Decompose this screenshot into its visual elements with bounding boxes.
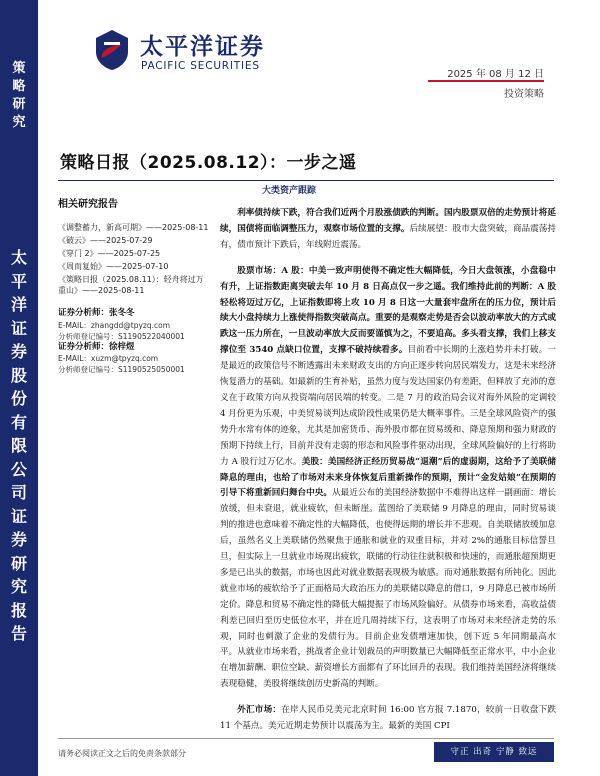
sidebar-char: 份 (10, 389, 27, 408)
analyst-cert: 分析师登记编号：S1190522040001 (58, 331, 185, 341)
sidebar-char: 券 (10, 530, 27, 549)
analyst-block (58, 308, 210, 375)
sidebar-char: 究 (10, 577, 27, 596)
footer-divider (58, 738, 554, 739)
sidebar-char: 洋 (10, 295, 27, 314)
title-divider (58, 180, 554, 181)
analyst-name: 徐梓煜 (109, 341, 135, 352)
report-body (220, 206, 556, 735)
sidebar-char: 研 (12, 97, 26, 112)
us-bold: 美股：美国经济正经历贸易战“退潮”后的虚弱期，这给予了美联储降息的理由，也给了市场对未来身体恢复后重新操作的预期，预计“金发姑娘”在预期的引导下将重新回归舞台中央。 (220, 456, 556, 499)
sidebar-band (0, 0, 38, 776)
analyst-label: 证券分析师： (58, 341, 110, 352)
analyst-cert: 分析师登记编号：S1190525050001 (58, 365, 185, 374)
sidebar-char: 公 (10, 459, 27, 479)
sidebar-char: 证 (10, 318, 27, 338)
equity-bold: A 股：中美一致声明使得不确定性大幅降低，今日大盘领涨，小盘稳中有升，上证指数距离突破去年 10 月 8 日高点仅一步之遥。我们维持此前的判断：A 股轻松将迈过万亿，上证指数即将上攻 10 月 8 日这一大量套牢盘所在的压力位，预计后续大小盘持续力上涨使得指数突破高点。重要的是观察走势是否会以波动率放大的方式或跌这一压力所在，一旦波动率放大反而要谨慎为之，不要追高。多头看支撑，我们上移支撑位至 3540 点缺口位置，支撑不破持续看多。 (220, 265, 556, 356)
sidebar-company-text (0, 246, 38, 646)
fx-label: 外汇市场： (237, 705, 282, 716)
related-report-item[interactable]: 《调整蓄力，新高可期》——2025-08-11 (58, 223, 209, 232)
analyst-email[interactable]: E-MAIL：xuzm@tpyzq.com (58, 354, 159, 363)
footer-disclaimer: 请务必阅读正文之后的免责条款部分 (58, 749, 186, 758)
brand-name-en: PACIFIC SECURITIES (141, 60, 260, 72)
equity-label: 股票市场： (237, 265, 282, 276)
sidebar-char: 报 (10, 600, 27, 620)
sidebar-char: 太 (10, 248, 27, 267)
intro-bold: 利率债持续下跌，符合我们近两个月股涨债跌的判断。国内股票双倍的走势预计将延续，国债将面临调整压力，观察市场位置的支撑。 (220, 208, 556, 234)
sidebar-char: 限 (10, 436, 27, 455)
sidebar-char: 究 (12, 115, 26, 130)
related-report-item[interactable]: 《破云》——2025-07-29 (58, 236, 153, 245)
brand-logo (92, 24, 267, 84)
fx-paragraph (220, 703, 556, 735)
sidebar-char: 有 (10, 412, 27, 432)
related-report-item[interactable]: 《穿门 2》——2025-07-25 (58, 249, 161, 258)
intro-rest: 后续展望：股市大盘突破，商品震荡持有，债市预计下跌后，年线附近震荡。 (220, 223, 556, 250)
analyst-label: 证券分析师： (58, 308, 110, 318)
equity-paragraph (220, 264, 556, 693)
intro-paragraph (220, 206, 556, 254)
sidebar-char: 司 (10, 483, 27, 502)
us-rest: 从最近公布的美国经济数据中不难得出这样一副画面：增长放缓，但未衰退，就业疲软，但未断崖。蓝图给了美联储 9 月降息的理由，同时贸易谈判的推进也意味着不确定性的大幅降低，也使得远期的增长并不悲观。自美联储放缓加息后，虽然名义上美联储仍然聚焦于通胀和就业的双重目标，并对 2%的通胀目标信誓旦旦，但实际上一旦就业市场现出疲软，联储的行动往往就积极和快速的，而通胀超预期更多是已出头的数据，市场也因此对就业数据表现极为敏感。而对通胀数据有所钝化。因此就业市场的疲软给予了正面格局大政治压力的美联储以降息的借口，9 月降息已被市场所定价。降息和贸易不确定性的降低大幅提振了市场风险偏好。从债券市场来看，高收益债利差已回归至历史低位水平，并在近几周持续下行，这表明了市场对未来经济走势的乐观，同时也刺激了企业的发债行为。目前企业发债增速加快，创下近 5 年同期最高水平。从就业市场来看，挑战者企业计划裁员的声明数量已大幅降低至正常水平，中小企业在增加薪酬、职位空缺、薪资增长方面都有了环比回升的表现。我们维持美国经济将继续表现稳健，美股将继续创历史新高的判断。 (220, 488, 556, 690)
sidebar-char: 股 (10, 365, 27, 385)
brand-logo-icon (92, 28, 132, 72)
sidebar-char: 研 (10, 553, 27, 573)
brand-name-cn: 太平洋证券 (140, 34, 265, 60)
sidebar-char: 平 (10, 271, 27, 291)
analyst-name: 张冬冬 (109, 308, 135, 318)
sidebar-category-text (0, 60, 38, 132)
sidebar-char: 告 (10, 624, 27, 643)
report-date: 2025 年 08 月 12 日 (447, 69, 544, 80)
report-category: 投资策略 (504, 89, 544, 100)
header-accent-line (428, 80, 544, 82)
analyst-email[interactable]: E-MAIL：zhangdd@tpyzq.com (58, 320, 170, 330)
related-report-item[interactable]: 《策略日报（2025.08.11）：轻舟将过万重山》——2025-08-11 (58, 275, 204, 295)
related-report-item[interactable]: 《周而复始》——2025-07-10 (58, 262, 169, 271)
sidebar-char: 证 (10, 506, 27, 526)
sidebar-char: 策 (12, 61, 26, 76)
left-column (58, 195, 210, 375)
equity-rest: 目前看中长期的上涨趋势并未打破。一是最近的政策信号不断透露出未来财政支出的方向正逐步转向居民端发力，这是未来经济恢复潜力的基础。如最新的生育补贴，虽然力度与发达国家仍有差距，但释放了充沛的意义在于政策方向从投资端向居民端的转变。二是 7 月的政治局会议对海外风险的定调较 4 月份更为乐观，中美贸易谈判达成阶段性成果仍是大概率事件。三是全球风险资产的强势升水常有体的迹象，尤其是加密货币、海外股市都在贸易缓和、降息预期和强力财政的预期下持续上行，目前并没有走弱的形态和风险事件驱动出现，全球风险偏好的上行将助力 A 股行过万亿水。 (220, 345, 556, 467)
report-title: 策略日报（2025.08.12）：一步之遥 (60, 153, 357, 173)
related-reports-heading: 相关研究报告 (58, 199, 118, 210)
sidebar-char: 略 (12, 79, 26, 94)
fx-rest: 在岸人民币兑美元北京时间 16:00 官方报 7.1870，较前一日收盘下跌 11 个基点。美元近期走势预计以震荡为主。最新的美国 CPI (220, 705, 556, 732)
footer-motto: 守正 出奇 宁静 致远 (434, 742, 554, 762)
section-tag: 大类资产跟踪 (262, 186, 317, 196)
sidebar-char: 券 (10, 342, 27, 361)
